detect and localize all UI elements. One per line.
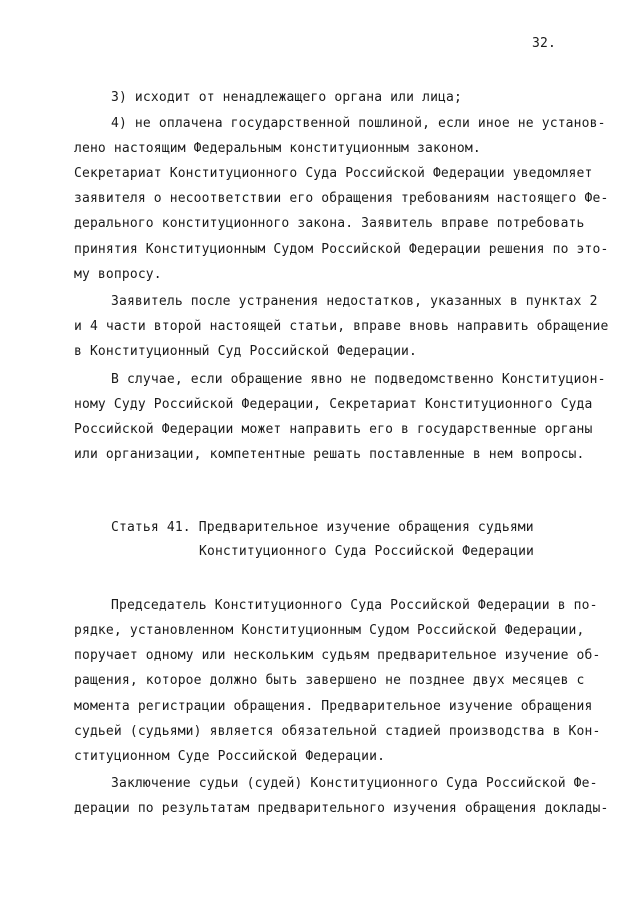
text-line: Заключение судьи (судей) Конституционного Суда Российской Фе-	[111, 776, 598, 791]
text-line: Секретариат Конституционного Суда Российской Федерации уведомляет	[74, 166, 593, 181]
text-line: Российской Федерации может направить его в государственные органы	[74, 422, 593, 437]
text-line: дерации по результатам предварительного изучения обращения доклады-	[74, 801, 609, 816]
text-line: поручает одному или нескольким судьям предварительное изучение об-	[74, 648, 601, 663]
text-line: му вопросу.	[74, 267, 162, 282]
text-line: в Конституционный Суд Российской Федерации.	[74, 344, 417, 359]
text-line: дерального конституционного закона. Заявитель вправе потребовать	[74, 216, 585, 231]
text-line: принятия Конституционным Судом Российской Федерации решения по это-	[74, 242, 609, 257]
page-number: 32.	[532, 36, 556, 51]
text-line: ституционном Суде Российской Федерации.	[74, 749, 386, 764]
text-line: ращения, которое должно быть завершено не позднее двух месяцев с	[74, 673, 585, 688]
text-line: и 4 части второй настоящей статьи, вправе вновь направить обращение	[74, 319, 609, 334]
text-line: 3) исходит от ненадлежащего органа или лица;	[111, 90, 462, 105]
text-line: заявителя о несоответствии его обращения требованиям настоящего Фе-	[74, 191, 609, 206]
text-line: рядке, установленном Конституционным Судом Российской Федерации,	[74, 623, 585, 638]
text-line: или организации, компетентные решать поставленные в нем вопросы.	[74, 447, 585, 462]
text-line: момента регистрации обращения. Предварительное изучение обращения	[74, 699, 593, 714]
text-line: судьей (судьями) является обязательной стадией производства в Кон-	[74, 724, 601, 739]
text-line: ному Суду Российской Федерации, Секретариат Конституционного Суда	[74, 397, 593, 412]
text-line: В случае, если обращение явно не подведомственно Конституцион-	[111, 372, 606, 387]
text-line: Председатель Конституционного Суда Российской Федерации в по-	[111, 598, 598, 613]
text-line: Заявитель после устранения недостатков, указанных в пунктах 2	[111, 294, 598, 309]
article-heading-line-1: Статья 41. Предварительное изучение обращения судьями	[111, 520, 534, 535]
text-line: 4) не оплачена государственной пошлиной, если иное не установ-	[111, 116, 606, 131]
article-heading-line-2: Конституционного Суда Российской Федерации	[199, 544, 535, 559]
text-line: лено настоящим Федеральным конституционным законом.	[74, 141, 481, 156]
